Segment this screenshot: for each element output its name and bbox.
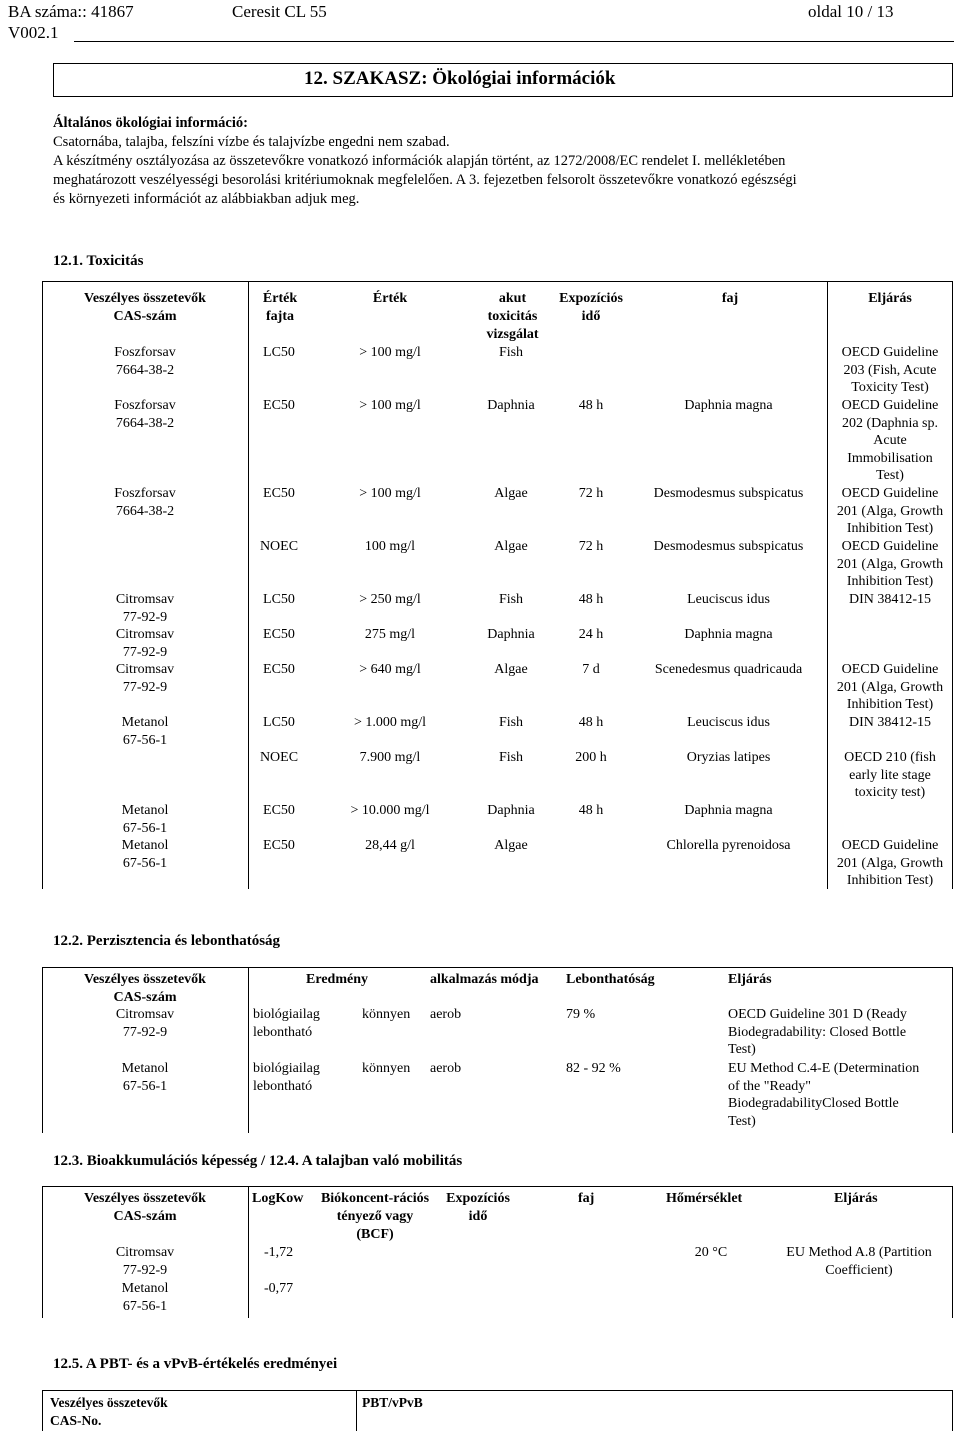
persist-result: lebontható: [253, 1024, 313, 1040]
tox-value-type: LC50: [263, 715, 295, 730]
general-line: és környezeti információt az alábbiakban adjuk meg.: [53, 191, 360, 207]
tox-method: OECD 210 (fish: [844, 750, 936, 765]
tox-col-acute: akut toxicitás vizsgálat: [486, 291, 539, 342]
tox-species: Daphnia magna: [684, 803, 773, 818]
tox-method: OECD Guideline: [841, 662, 939, 677]
bio-col-temperature: Hőmérséklet: [666, 1191, 743, 1206]
persist-result: biológiailag: [253, 1061, 320, 1076]
bio-logkow: -0,77: [264, 1281, 294, 1296]
tox-col-type: Érték fajta: [262, 291, 298, 324]
tox-col-exposure: Expozíciós idő: [559, 291, 623, 324]
tox-method: OECD Guideline: [841, 486, 939, 501]
tox-acute-test: Daphnia: [487, 627, 535, 642]
tox-exposure-time: 72 h: [578, 486, 604, 501]
persist-heading: 12.2. Perzisztencia és lebonthatóság: [53, 933, 281, 949]
tox-exposure-time: 72 h: [578, 539, 604, 554]
tox-method: Inhibition Test): [846, 873, 934, 889]
persist-cas-number: 67-56-1: [122, 1078, 168, 1094]
tox-cas-number: 67-56-1: [122, 855, 168, 871]
tox-acute-test: Algae: [494, 838, 528, 853]
tox-acute-test: Algae: [494, 486, 528, 501]
persist-result: könnyen: [362, 1061, 411, 1076]
persist-col-result: Eredmény: [306, 972, 368, 987]
general-info: [53, 114, 953, 209]
product-name: Ceresit CL 55: [232, 2, 327, 21]
persist-component-name: Citromsav: [115, 1007, 175, 1022]
persist-mode: aerob: [430, 1061, 462, 1076]
tox-acute-test: Algae: [494, 662, 528, 677]
tox-cas-number: 77-92-9: [122, 609, 168, 625]
bio-cas-number: 77-92-9: [122, 1262, 168, 1278]
tox-value: 100 mg/l: [364, 539, 416, 554]
tox-component-name: Metanol: [121, 715, 169, 730]
persist-method: Biodegradability: Closed Bottle: [728, 1024, 907, 1040]
pbt-col-component: Veszélyes összetevők CAS-No.: [50, 1395, 168, 1428]
bio-component-name: Metanol: [121, 1281, 169, 1296]
tox-method: 201 (Alga, Growth: [836, 556, 944, 572]
bio-col-method: Eljárás: [834, 1191, 878, 1206]
tox-species: Daphnia magna: [684, 398, 773, 413]
persist-result: lebontható: [253, 1078, 313, 1094]
pbt-col-result: PBT/vPvB: [362, 1395, 423, 1410]
bio-logkow: -1,72: [264, 1245, 294, 1260]
bio-heading: 12.3. Bioakkumulációs képesség / 12.4. A talajban való mobilitás: [53, 1153, 463, 1169]
version-label: V002.1: [8, 23, 59, 42]
persist-mode: aerob: [430, 1007, 462, 1022]
tox-method: Inhibition Test): [846, 697, 934, 713]
tox-method: OECD Guideline: [841, 539, 939, 554]
tox-acute-test: Daphnia: [487, 398, 535, 413]
tox-method: Acute: [873, 433, 907, 449]
general-line: A készítmény osztályozása az összetevőkre vonatkozó információk alapján történt, az 1272/2008/EC rendelet I. mellékletében: [53, 153, 786, 169]
tox-col-method: Eljárás: [868, 291, 912, 306]
tox-component-name: Citromsav: [115, 592, 175, 607]
tox-value-type: EC50: [263, 627, 295, 642]
tox-value: > 100 mg/l: [359, 398, 421, 413]
tox-value: > 100 mg/l: [359, 486, 421, 501]
tox-acute-test: Daphnia: [487, 803, 535, 818]
general-heading: Általános ökológiai információ:: [53, 115, 248, 131]
bio-cas-number: 67-56-1: [122, 1298, 168, 1314]
general-line: Csatornába, talajba, felszíni vízbe és talajvízbe engedni nem szabad.: [53, 134, 450, 150]
tox-cas-number: 7664-38-2: [115, 362, 175, 378]
tox-col-species: faj: [721, 291, 739, 306]
tox-value-type: NOEC: [259, 750, 299, 765]
tox-value-type: LC50: [263, 592, 295, 607]
bio-method: Coefficient): [825, 1262, 893, 1278]
tox-cas-number: 7664-38-2: [115, 415, 175, 431]
tox-component-name: Metanol: [121, 838, 169, 853]
tox-exposure-time: 48 h: [578, 715, 604, 730]
doc-number: BA száma:: 41867: [8, 2, 134, 21]
tox-species: Daphnia magna: [684, 627, 773, 642]
tox-value-type: EC50: [263, 486, 295, 501]
tox-component-name: Foszforsav: [114, 345, 176, 360]
bio-component-name: Citromsav: [115, 1245, 175, 1260]
bio-col-exposure: Expozíciós idő: [446, 1191, 510, 1224]
tox-value: > 100 mg/l: [359, 345, 421, 360]
tox-component-name: Citromsav: [115, 662, 175, 677]
persist-degradability: 82 - 92 %: [566, 1061, 621, 1076]
tox-heading: 12.1. Toxicitás: [53, 253, 144, 269]
persist-method: Test): [728, 1042, 756, 1058]
pbt-heading: 12.5. A PBT- és a vPvB-értékelés eredményei: [53, 1356, 338, 1372]
bio-col-logkow: LogKow: [252, 1191, 304, 1206]
tox-acute-test: Fish: [498, 750, 524, 765]
persist-method: OECD Guideline 301 D (Ready: [728, 1007, 907, 1022]
tox-value-type: EC50: [263, 838, 295, 853]
tox-exposure-time: 48 h: [578, 592, 604, 607]
tox-value: 7.900 mg/l: [359, 750, 421, 765]
persist-result: könnyen: [362, 1007, 411, 1022]
tox-species: Oryzias latipes: [686, 750, 771, 765]
bio-method: EU Method A.8 (Partition: [786, 1245, 932, 1260]
tox-col-value: Érték: [372, 291, 408, 306]
tox-cas-number: 67-56-1: [122, 820, 168, 836]
tox-value-type: EC50: [263, 803, 295, 818]
tox-value: > 250 mg/l: [359, 592, 421, 607]
tox-method: early lite stage: [849, 767, 931, 783]
tox-exposure-time: 24 h: [578, 627, 604, 642]
tox-method: 203 (Fish, Acute: [843, 362, 937, 378]
tox-method: OECD Guideline: [841, 345, 939, 360]
persist-method: of the "Ready": [728, 1078, 811, 1094]
tox-value-type: LC50: [263, 345, 295, 360]
persist-method: BiodegradabilityClosed Bottle: [728, 1096, 899, 1112]
tox-species: Leuciscus idus: [687, 592, 770, 607]
tox-species: Desmodesmus subspicatus: [653, 539, 804, 554]
persist-col-component: Veszélyes összetevők CAS-szám: [84, 972, 206, 1005]
tox-method: OECD Guideline: [841, 838, 939, 853]
tox-component-name: Foszforsav: [114, 486, 176, 501]
tox-component-name: Metanol: [121, 803, 169, 818]
bio-col-bcf: Biókoncent-rációs tényező vagy (BCF): [320, 1191, 430, 1242]
persist-result: biológiailag: [253, 1007, 320, 1022]
tox-method: Immobilisation: [847, 450, 933, 466]
tox-cas-number: 77-92-9: [122, 644, 168, 660]
tox-value-type: EC50: [263, 662, 295, 677]
tox-method: Inhibition Test): [846, 574, 934, 590]
persist-col-degradability: Lebonthatóság: [566, 972, 655, 987]
tox-acute-test: Fish: [498, 715, 524, 730]
tox-cas-number: 7664-38-2: [115, 503, 175, 519]
tox-value: > 10.000 mg/l: [350, 803, 430, 818]
tox-species: Leuciscus idus: [687, 715, 770, 730]
tox-col-component: Veszélyes összetevők CAS-szám: [84, 291, 206, 324]
page-number: oldal 10 / 13: [808, 2, 894, 21]
tox-value-type: EC50: [263, 398, 295, 413]
tox-species: Chlorella pyrenoidosa: [666, 838, 791, 853]
tox-method: DIN 38412-15: [848, 715, 932, 730]
tox-method: toxicity test): [854, 785, 926, 801]
tox-method: Inhibition Test): [846, 521, 934, 537]
tox-component-name: Citromsav: [115, 627, 175, 642]
header-underline: [74, 41, 954, 42]
bio-temperature: 20 °C: [694, 1245, 728, 1260]
tox-value-type: NOEC: [259, 539, 299, 554]
tox-component-name: Foszforsav: [114, 398, 176, 413]
section-title-box: [53, 63, 953, 97]
tox-method: 201 (Alga, Growth: [836, 855, 944, 871]
tox-acute-test: Fish: [498, 592, 524, 607]
persist-cas-number: 77-92-9: [122, 1024, 168, 1040]
general-line: meghatározott veszélyességi besorolási kritériumoknak megfelelően. A 3. fejezetben felsorolt összetevőkre vonatkozó egészségi: [53, 172, 797, 188]
tox-method: Toxicity Test): [851, 380, 929, 396]
tox-cas-number: 77-92-9: [122, 679, 168, 695]
section-title: 12. SZAKASZ: Ökológiai információk: [304, 68, 616, 89]
persist-component-name: Metanol: [121, 1061, 169, 1076]
tox-value: > 640 mg/l: [359, 662, 421, 677]
tox-exposure-time: 48 h: [578, 803, 604, 818]
tox-value: 28,44 g/l: [365, 838, 415, 853]
tox-value: > 1.000 mg/l: [353, 715, 427, 730]
persist-method: EU Method C.4-E (Determination: [728, 1061, 920, 1076]
tox-exposure-time: 200 h: [575, 750, 607, 765]
tox-acute-test: Fish: [498, 345, 524, 360]
tox-method: 202 (Daphnia sp.: [841, 415, 939, 431]
persist-col-method: Eljárás: [728, 972, 772, 987]
bio-col-species: faj: [578, 1191, 595, 1206]
persist-col-mode: alkalmazás módja: [430, 972, 539, 987]
persist-method: Test): [728, 1113, 756, 1129]
persist-degradability: 79 %: [566, 1007, 596, 1022]
tox-exposure-time: 7 d: [582, 662, 600, 677]
tox-method: 201 (Alga, Growth: [836, 503, 944, 519]
tox-species: Desmodesmus subspicatus: [653, 486, 804, 501]
tox-method: DIN 38412-15: [848, 592, 932, 607]
tox-method: OECD Guideline: [841, 398, 939, 413]
tox-value: 275 mg/l: [364, 627, 416, 642]
tox-exposure-time: 48 h: [578, 398, 604, 413]
tox-method: Test): [876, 468, 904, 484]
tox-species: Scenedesmus quadricauda: [654, 662, 803, 677]
tox-cas-number: 67-56-1: [122, 732, 168, 748]
tox-method: 201 (Alga, Growth: [836, 679, 944, 695]
tox-acute-test: Algae: [494, 539, 528, 554]
bio-col-component: Veszélyes összetevők CAS-szám: [84, 1191, 206, 1224]
